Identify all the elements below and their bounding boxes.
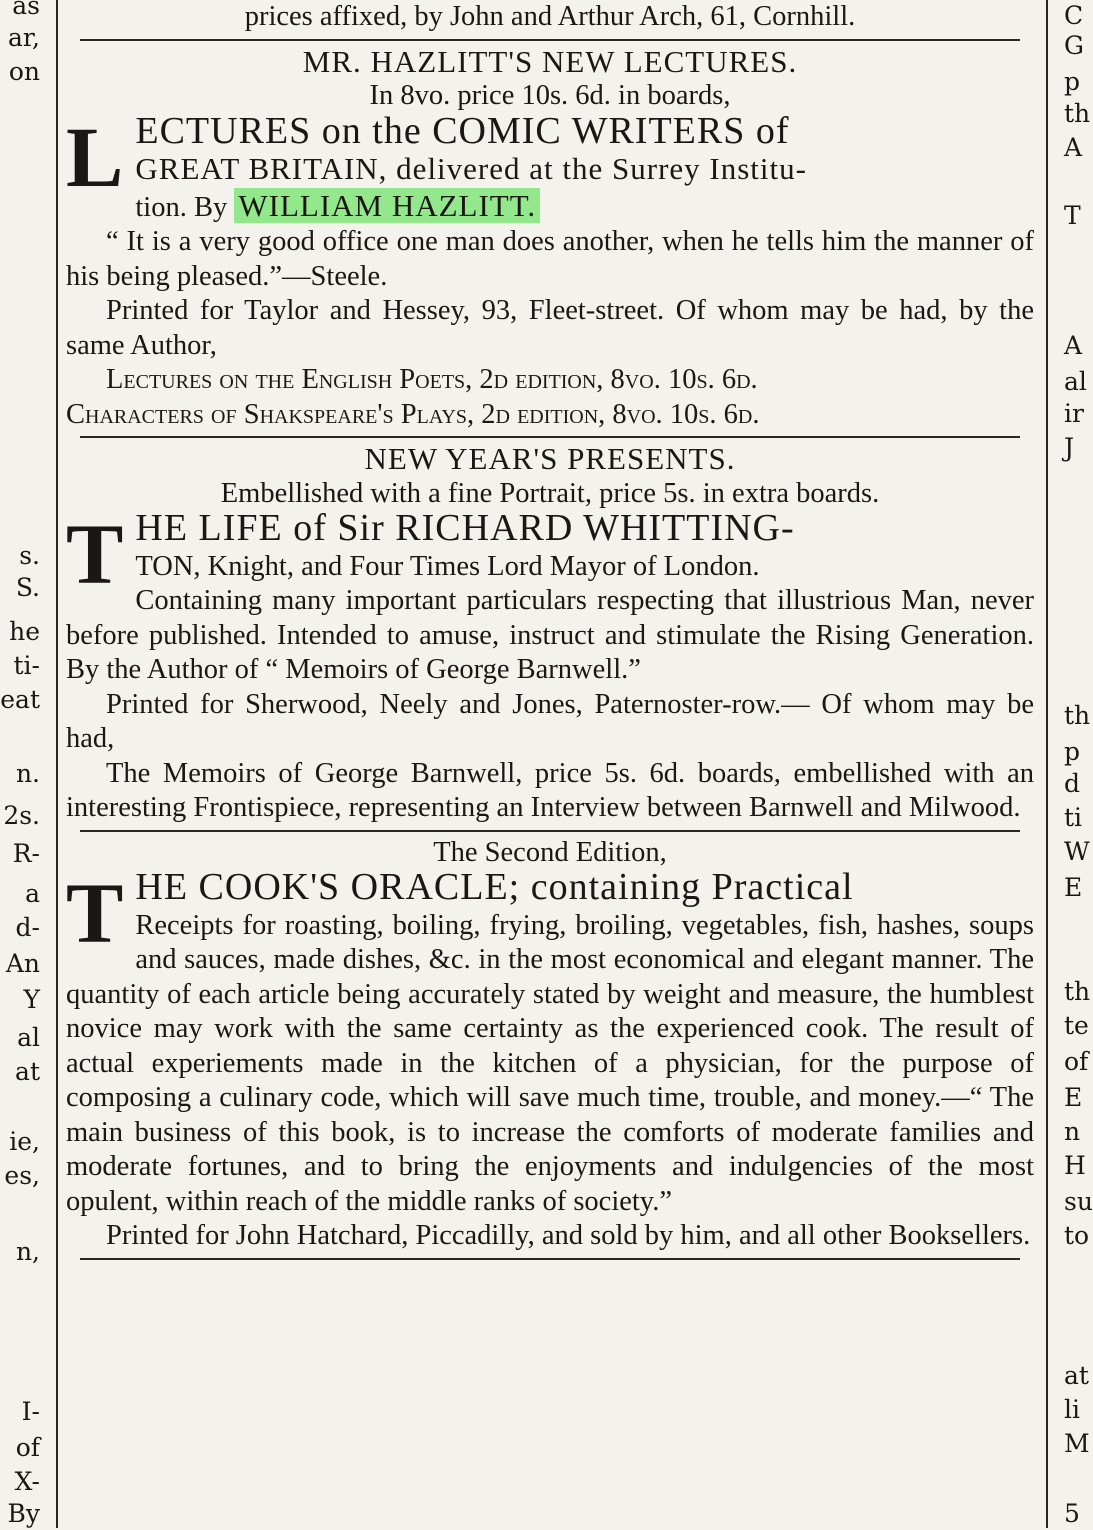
margin-fragment: E <box>1064 873 1083 902</box>
margin-fragment: as <box>12 0 40 20</box>
margin-fragment: of <box>1064 1047 1089 1076</box>
margin-fragment: 2s. <box>3 801 40 830</box>
also-available-item: The Memoirs of George Barnwell, price 5s. 6d. boards, embellished with an interesting Frontispiece, representing an Interview between Barnwell and Milwood. <box>66 757 1034 823</box>
margin-fragment: C <box>1064 1 1084 30</box>
divider <box>80 830 1020 832</box>
ad-body: Receipts for roasting, boiling, frying, broiling, vegetables, fish, hashes, soups and sauces, made dishes, &c. in the most economical and elegant manner. The quantity of each article being accurately stated by weight and measure, the humblest novice may work with the same certainty as the experienced cook. The result of actual experiements made in the kitchen of a physician, for the purpose of composing a culinary code, which will save much time, trouble, and money.—“ The main business of this book, is to increase the comforts of moderate families and moderate fortunes, and to bring the enjoyments and indulgencies of the most opulent, within reach of the middle ranks of society.” <box>66 909 1034 1217</box>
ad-edition: The Second Edition, <box>433 836 667 868</box>
margin-fragment: ie, <box>9 1127 40 1156</box>
ad-title-line2: TON, Knight, and Four Times Lord Mayor of London. <box>135 550 760 582</box>
margin-fragment: G <box>1064 31 1084 60</box>
margin-fragment: S. <box>15 573 40 602</box>
ad-body: Containing many important particulars respecting that illustrious Man, never before published. Intended to amuse, instruct and stimulate the Rising Generation. By the Author of “ Memoirs of George Barnwell.” <box>66 585 1034 685</box>
ad-title: ECTURES on the COMIC WRITERS of <box>135 109 790 152</box>
margin-fragment: A <box>1064 331 1083 360</box>
ad-printed-for: Printed for John Hatchard, Piccadilly, and sold by him, and all other Booksellers. <box>106 1220 1031 1251</box>
left-column-fragment <box>0 0 44 1528</box>
divider <box>80 1258 1020 1260</box>
column-rule-left <box>56 0 58 1528</box>
margin-fragment: a <box>25 879 40 908</box>
margin-fragment: n <box>1064 1117 1081 1146</box>
ad-title: HE COOK'S ORACLE; containing Practical <box>135 866 854 908</box>
margin-fragment: R- <box>12 839 40 868</box>
margin-fragment: su <box>1064 1187 1093 1216</box>
ad-title-line2: GREAT BRITAIN, delivered at the Surrey Institu- <box>135 151 807 186</box>
author-name-highlight: WILLIAM HAZLITT. <box>234 188 540 223</box>
margin-fragment: al <box>17 1023 40 1052</box>
margin-fragment: By <box>7 1499 40 1528</box>
top-line: prices affixed, by John and Arthur Arch, 61, Cornhill. <box>244 1 856 32</box>
ad-subheading: Embellished with a fine Portrait, price 5s. in extra boards. <box>220 477 880 509</box>
margin-fragment: A <box>1064 133 1083 162</box>
margin-fragment: p <box>1064 737 1081 766</box>
column-rule-right <box>1046 0 1048 1528</box>
margin-fragment: li <box>1064 1395 1080 1424</box>
also-available-item: Lectures on the English Poets, 2d edition, 8vo. 10s. 6d. <box>106 364 758 395</box>
margin-fragment: 5 <box>1064 1499 1080 1528</box>
margin-fragment: th <box>1064 977 1091 1006</box>
margin-fragment: at <box>15 1057 40 1086</box>
ad-hazlitt-lectures <box>66 45 1034 433</box>
margin-fragment: on <box>8 57 40 86</box>
drop-cap: T <box>66 865 124 961</box>
margin-fragment: to <box>1064 1221 1090 1250</box>
ad-heading: NEW YEAR'S PRESENTS. <box>364 441 736 476</box>
margin-fragment: th <box>1064 701 1091 730</box>
right-column-fragment <box>1062 0 1093 1528</box>
ad-whittington <box>66 442 1034 826</box>
margin-fragment: H <box>1064 1151 1086 1180</box>
ad-quote: “ It is a very good office one man does another, when he tells him the manner of his being pleased.”—Steele. <box>66 226 1034 292</box>
margin-fragment: al <box>1064 367 1087 396</box>
margin-fragment: te <box>1064 1011 1089 1040</box>
divider <box>80 436 1020 438</box>
margin-fragment: es, <box>4 1161 40 1190</box>
margin-fragment: X- <box>14 1467 40 1496</box>
margin-fragment: th <box>1064 99 1091 128</box>
ad-printed-for: Printed for Sherwood, Neely and Jones, Paternoster-row.— Of whom may be had, <box>66 688 1034 754</box>
margin-fragment: E <box>1064 1083 1083 1112</box>
margin-fragment: p <box>1064 67 1081 96</box>
margin-fragment: ar, <box>7 23 40 52</box>
ad-cooks-oracle <box>66 836 1034 1254</box>
margin-fragment: Y <box>23 985 40 1014</box>
divider <box>80 39 1020 41</box>
margin-fragment: eat <box>0 685 40 714</box>
margin-fragment: ti <box>1064 803 1083 832</box>
drop-cap: L <box>66 108 124 205</box>
ad-price: In 8vo. price 10s. 6d. in boards, <box>369 80 731 111</box>
margin-fragment: s. <box>19 541 40 570</box>
drop-cap: T <box>66 506 124 602</box>
ad-title-line3: tion. By <box>135 191 228 223</box>
margin-fragment: n, <box>15 1237 40 1266</box>
margin-fragment: he <box>9 617 40 646</box>
margin-fragment: at <box>1064 1361 1089 1390</box>
margin-fragment: ir <box>1064 399 1084 428</box>
advertisement-column <box>66 0 1034 1528</box>
margin-fragment: d <box>1064 769 1081 798</box>
margin-fragment: J <box>1064 433 1075 462</box>
margin-fragment: I- <box>21 1397 40 1426</box>
margin-fragment: T <box>1064 201 1081 230</box>
margin-fragment: d- <box>15 913 40 942</box>
ad-heading: MR. HAZLITT'S NEW LECTURES. <box>302 43 798 79</box>
also-available-item: Characters of Shakspeare's Plays, 2d edition, 8vo. 10s. 6d. <box>66 398 760 430</box>
margin-fragment: W <box>1064 837 1090 866</box>
margin-fragment: M <box>1064 1429 1090 1458</box>
margin-fragment: An <box>5 949 40 978</box>
margin-fragment: ti- <box>13 651 40 680</box>
ad-title: HE LIFE of Sir RICHARD WHITTING- <box>135 507 795 549</box>
margin-fragment: n. <box>15 759 40 788</box>
margin-fragment: of <box>15 1433 40 1462</box>
ad-printed-for: Printed for Taylor and Hessey, 93, Fleet-street. Of whom may be had, by the same Author, <box>66 295 1034 361</box>
